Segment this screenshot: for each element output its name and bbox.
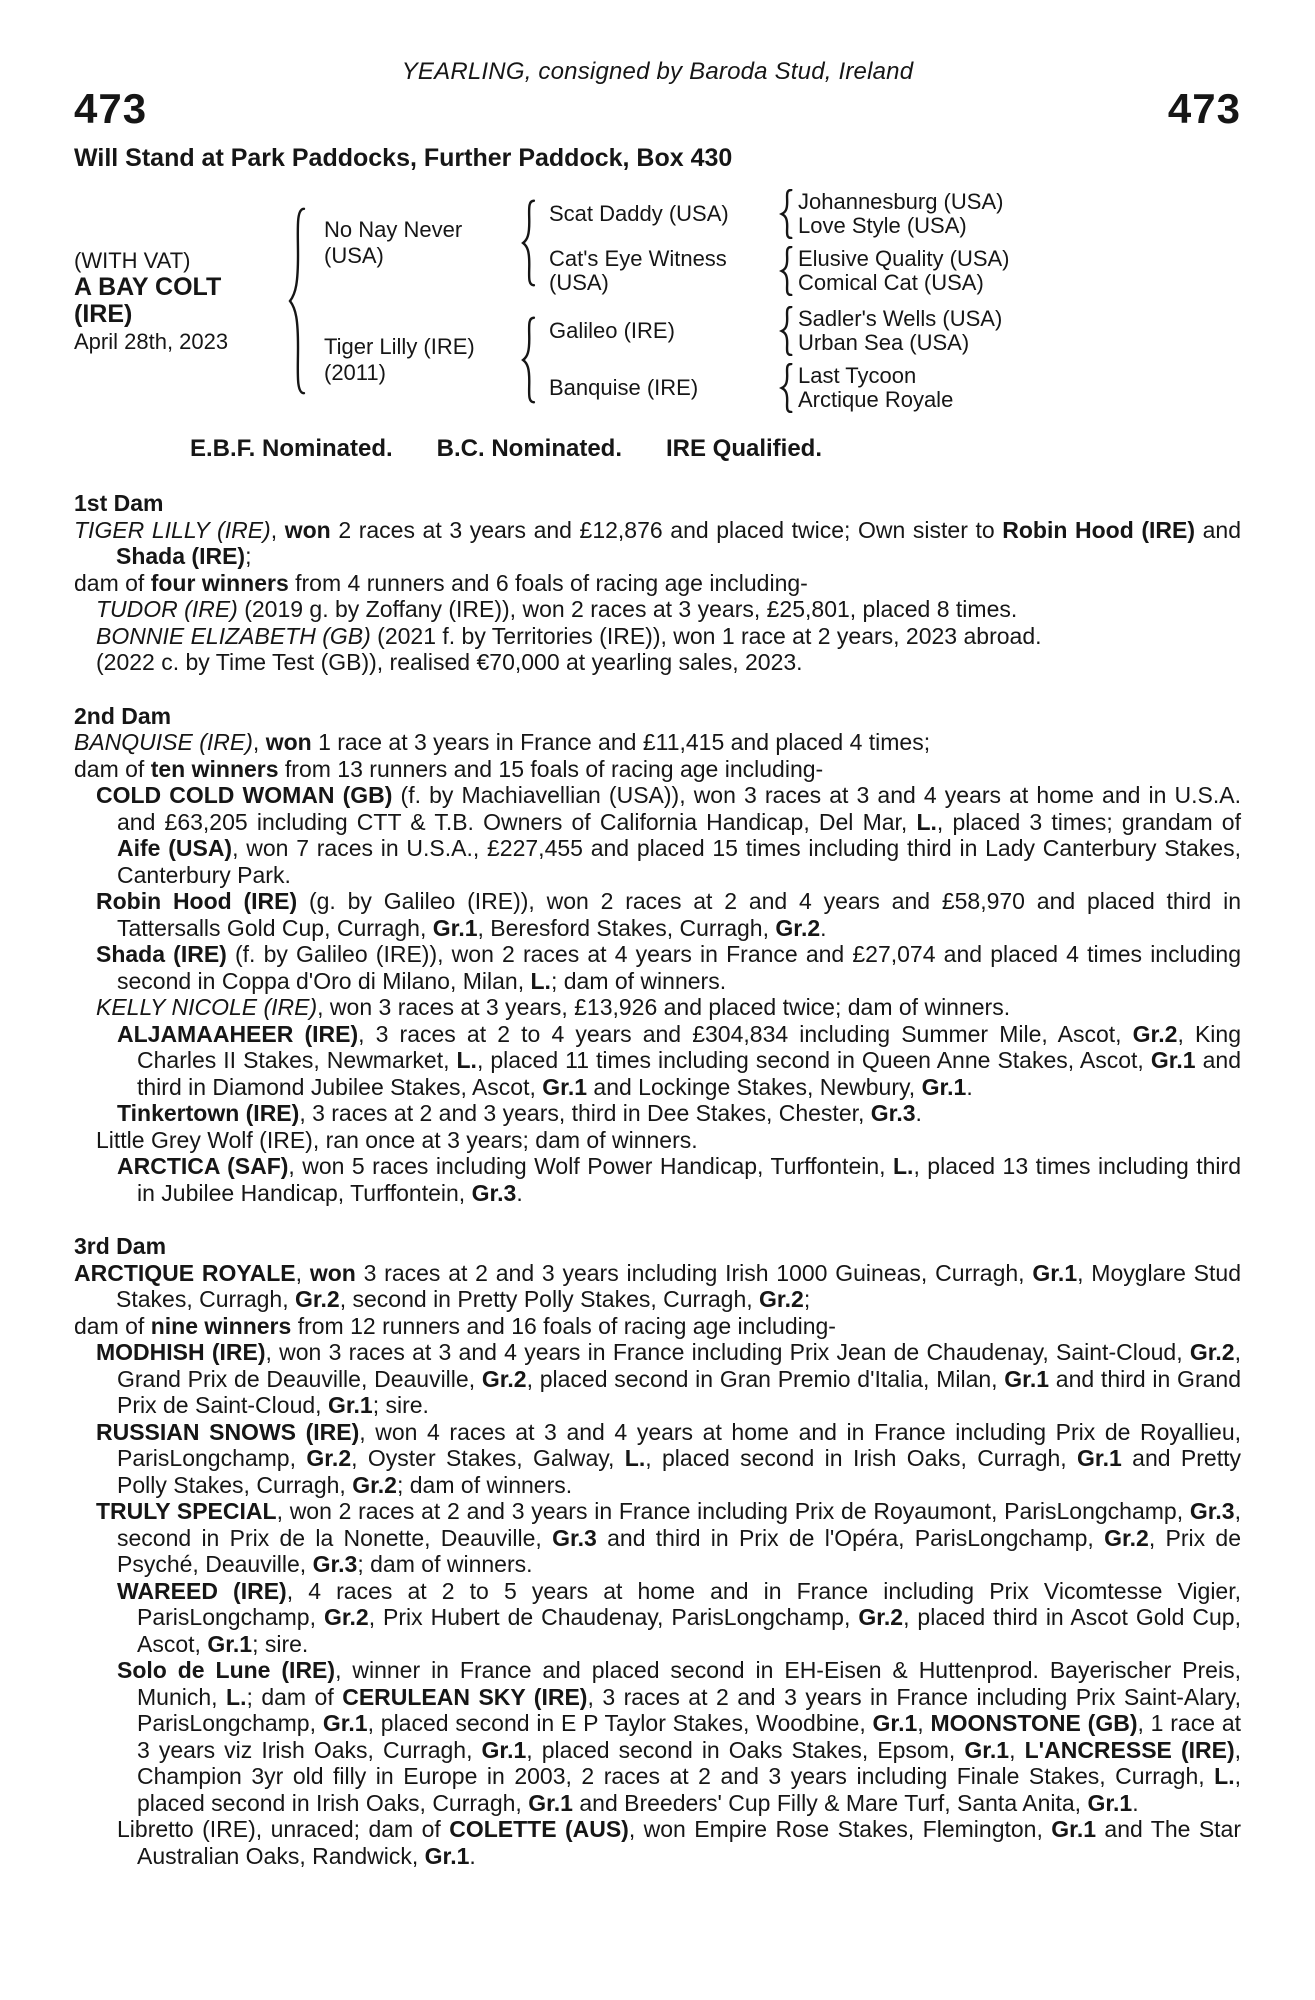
pedigree-text-paragraph: [96, 1498, 1241, 1578]
emphasized-run: Gr.1: [542, 1073, 588, 1100]
text-run: dam of: [74, 755, 151, 782]
emphasized-run: Gr.2: [481, 1365, 527, 1392]
text-run: , second in Pretty Polly Stakes, Curragh,: [339, 1286, 760, 1312]
dam-section: [74, 490, 1241, 676]
text-run: (f. by Galileo (IRE)), won 2 races at 4 years in France and £27,074 and placed 4 times including second in Coppa d'Oro di Milano, Milan,: [117, 941, 1241, 994]
text-run: and third in Grand Prix de Saint-Cloud,: [117, 1365, 1241, 1418]
text-run: , 3 races at 2 and 3 years in France including Prix Saint-Alary, ParisLongchamp,: [137, 1683, 1241, 1736]
emphasized-run: Gr.3: [471, 1179, 517, 1206]
text-run: .: [1132, 1789, 1139, 1816]
emphasized-run: Gr.1: [1150, 1047, 1196, 1073]
emphasized-run: Gr.3: [312, 1551, 358, 1577]
granddam-name: Banquise (IRE): [549, 375, 699, 400]
dam-name: Tiger Lilly (IRE): [324, 333, 475, 359]
pedigree-text-paragraph: [96, 649, 1241, 676]
text-run: ; sire.: [372, 1392, 429, 1418]
text-run: and Lockinge Stakes, Newbury,: [587, 1073, 922, 1100]
emphasized-run: TUDOR (IRE): [96, 596, 238, 622]
great-grandsire-name: Elusive Quality (USA): [798, 246, 1010, 271]
emphasized-run: Gr.2: [294, 1286, 340, 1312]
grandsire-name: Galileo (IRE): [549, 318, 675, 343]
emphasized-run: L.: [624, 1445, 646, 1471]
emphasized-run: ALJAMAAHEER (IRE): [117, 1020, 359, 1047]
lot-number-left: 473: [74, 85, 148, 132]
text-run: and Pretty Polly Stakes, Curragh,: [117, 1445, 1241, 1498]
pedigree-text-paragraph: [117, 1100, 1241, 1127]
emphasized-run: Robin Hood (IRE): [96, 888, 298, 914]
emphasized-run: CERULEAN SKY (IRE): [342, 1683, 588, 1710]
text-run: (f. by Machiavellian (USA)), won 3 races at 3 and 4 years at home and in U.S.A. and £63,205 including CTT & T.B. Owners of California Handicap, Del Mar,: [117, 782, 1241, 835]
text-run: ,: [917, 1710, 931, 1736]
text-run: , won 7 races in U.S.A., £227,455 and placed 15 times including third in Lady Canterbury Stakes, Canterbury Park.: [117, 835, 1241, 888]
emphasized-run: Gr.2: [775, 914, 821, 941]
pedigree-brace-icon: [779, 363, 794, 413]
pedigree-brace-icon: [520, 316, 537, 404]
text-run: , won 3 races at 3 years, £13,926 and placed twice; dam of winners.: [317, 994, 1011, 1020]
pedigree-generations: [312, 189, 1010, 413]
text-run: .: [820, 914, 827, 941]
emphasized-run: BONNIE ELIZABETH (GB): [96, 622, 371, 649]
emphasized-run: MODHISH (IRE): [96, 1339, 266, 1365]
emphasized-run: Gr.1: [327, 1392, 373, 1418]
sire-dam-branch: [539, 246, 1010, 296]
emphasized-run: won: [309, 1259, 356, 1286]
text-run: ; sire.: [252, 1630, 309, 1657]
emphasized-run: Gr.1: [1004, 1365, 1050, 1392]
emphasized-run: Gr.3: [1189, 1498, 1235, 1524]
emphasized-run: Gr.2: [1104, 1524, 1149, 1551]
pedigree-text-paragraph: [117, 1021, 1241, 1101]
dam-dam-branch: [539, 363, 1002, 413]
text-run: , placed second in E P Taylor Stakes, Woodbine,: [367, 1710, 873, 1736]
sire-sire-branch: [539, 189, 1010, 239]
emphasized-run: Tinkertown (IRE): [117, 1100, 300, 1126]
text-run: (2022 c. by Time Test (GB)), realised €70,000 at yearling sales, 2023.: [96, 649, 803, 675]
text-run: , placed second in Oaks Stakes, Epsom,: [526, 1736, 965, 1763]
text-run: and third in Diamond Jubilee Stakes, Ascot,: [137, 1047, 1241, 1100]
emphasized-run: Gr.1: [1087, 1789, 1133, 1816]
emphasized-run: COLETTE (AUS): [449, 1816, 629, 1842]
text-run: , won 5 races including Wolf Power Handicap, Turffontein,: [288, 1153, 893, 1179]
text-run: ,: [270, 516, 285, 543]
text-run: and Breeders' Cup Filly & Mare Turf, Santa Anita,: [572, 1789, 1088, 1816]
emphasized-run: Robin Hood (IRE): [1002, 516, 1196, 543]
text-run: , Prix Hubert de Chaudenay, ParisLongchamp,: [368, 1604, 859, 1630]
great-granddam-name: Arctique Royale: [798, 387, 954, 412]
bc-nominated-label: B.C. Nominated.: [436, 435, 622, 462]
emphasized-run: Gr.3: [552, 1524, 597, 1551]
text-run: , 1 race at 3 years viz Irish Oaks, Curragh,: [137, 1710, 1242, 1763]
emphasized-run: Gr.1: [1051, 1816, 1097, 1842]
text-run: ; dam of winners.: [550, 967, 727, 994]
emphasized-run: Gr.1: [322, 1710, 368, 1736]
emphasized-run: Gr.2: [858, 1604, 904, 1630]
emphasized-run: Gr.1: [872, 1710, 918, 1736]
subject-name: A BAY COLT (IRE): [74, 273, 222, 328]
vat-note: (WITH VAT): [74, 248, 191, 273]
emphasized-run: WAREED (IRE): [117, 1577, 287, 1604]
emphasized-run: TRULY SPECIAL: [96, 1498, 277, 1524]
great-grandsire-name: Johannesburg (USA): [798, 189, 1004, 214]
pedigree-brace-icon: [520, 199, 537, 287]
text-run: and: [1195, 516, 1241, 543]
text-run: , 3 races at 2 and 3 years, third in Dee Stakes, Chester,: [299, 1100, 871, 1126]
ebf-nominated-label: E.B.F. Nominated.: [190, 435, 393, 462]
emphasized-run: L.: [1214, 1763, 1235, 1789]
emphasized-run: ARCTIQUE ROYALE: [74, 1259, 296, 1286]
emphasized-run: Gr.2: [323, 1604, 369, 1630]
ire-qualified-label: IRE Qualified.: [665, 435, 822, 462]
emphasized-run: won: [265, 729, 312, 755]
text-run: , placed 11 times including second in Queen Anne Stakes, Ascot,: [476, 1047, 1151, 1073]
great-grandsire-name: Sadler's Wells (USA): [798, 306, 1003, 331]
emphasized-run: Gr.1: [432, 914, 478, 941]
pedigree-text-paragraph: [96, 888, 1241, 941]
text-run: from 12 runners and 16 foals of racing age including-: [291, 1312, 836, 1339]
emphasized-run: Gr.2: [759, 1286, 804, 1312]
emphasized-run: ten winners: [150, 755, 279, 782]
text-run: , won 4 races at 3 and 4 years at home and in France including Prix de Royallieu, ParisLongchamp,: [117, 1418, 1241, 1471]
dam-branch: [312, 306, 1010, 413]
emphasized-run: Gr.1: [964, 1736, 1010, 1763]
text-run: dam of: [74, 569, 151, 596]
text-run: , Moyglare Stud Stakes, Curragh,: [116, 1259, 1241, 1312]
emphasized-run: Shada (IRE): [116, 543, 246, 569]
emphasized-run: COLD COLD WOMAN (GB): [96, 782, 393, 808]
emphasized-run: Gr.1: [207, 1630, 253, 1657]
text-run: , winner in France and placed second in EH-Eisen & Huttenprod. Bayerischer Preis, Munich,: [137, 1657, 1241, 1710]
text-run: from 4 runners and 6 foals of racing age including-: [288, 569, 808, 596]
pedigree-text-paragraph: [117, 1657, 1241, 1816]
text-run: , placed 3 times; grandam of: [936, 808, 1241, 835]
pedigree-text-paragraph: [96, 782, 1241, 888]
dam-sections: [74, 490, 1241, 1869]
sire-branch: [312, 189, 1010, 296]
text-run: , Prix de Psyché, Deauville,: [117, 1524, 1241, 1577]
pedigree-chart: [74, 189, 1315, 413]
emphasized-run: TIGER LILLY (IRE): [74, 516, 271, 543]
text-run: (2021 f. by Territories (IRE)), won 1 race at 2 years, 2023 abroad.: [370, 622, 1042, 649]
emphasized-run: L.: [456, 1047, 477, 1073]
text-run: Libretto (IRE), unraced; dam of: [117, 1816, 450, 1842]
emphasized-run: BANQUISE (IRE): [74, 729, 253, 755]
emphasized-run: L'ANCRESSE (IRE): [1024, 1736, 1235, 1763]
text-run: , Grand Prix de Deauville, Deauville,: [117, 1339, 1241, 1392]
text-run: , placed 13 times including third in Jubilee Handicap, Turffontein,: [137, 1153, 1241, 1206]
emphasized-run: ARCTICA (SAF): [117, 1153, 289, 1179]
emphasized-run: four winners: [150, 569, 289, 596]
text-run: , placed second in Irish Oaks, Curragh,: [645, 1445, 1078, 1471]
dam-year: (2011): [324, 359, 386, 385]
text-run: and The Star Australian Oaks, Randwick,: [137, 1816, 1242, 1869]
pedigree-text-paragraph: [74, 1260, 1241, 1313]
emphasized-run: Gr.1: [1077, 1445, 1122, 1471]
emphasized-run: Gr.1: [528, 1789, 573, 1816]
text-run: .: [966, 1073, 973, 1100]
text-run: , placed third in Ascot Gold Cup, Ascot,: [137, 1604, 1241, 1657]
section-heading: 2nd Dam: [74, 702, 172, 729]
emphasized-run: MOONSTONE (GB): [930, 1710, 1138, 1736]
emphasized-run: Gr.2: [306, 1445, 352, 1471]
emphasized-run: Gr.1: [424, 1842, 470, 1869]
text-run: , Champion 3yr old filly in Europe in 2003, 2 races at 2 and 3 years including Finale Stakes, Curragh,: [137, 1736, 1242, 1789]
emphasized-run: Aife (USA): [117, 835, 233, 861]
text-run: , second in Prix de la Nonette, Deauville,: [117, 1498, 1241, 1551]
text-run: ;: [803, 1286, 811, 1312]
text-run: , 4 races at 2 to 5 years at home and in France including Prix Vicomtesse Vigier, ParisLongchamp,: [137, 1577, 1241, 1630]
emphasized-run: RUSSIAN SNOWS (IRE): [96, 1418, 360, 1445]
text-run: , placed second in Irish Oaks, Curragh,: [137, 1763, 1241, 1816]
pedigree-brace-icon: [779, 189, 794, 239]
text-run: , Beresford Stakes, Curragh,: [477, 914, 776, 941]
text-run: .: [915, 1100, 922, 1126]
subject-block: [74, 247, 286, 355]
foal-date: April 28th, 2023: [74, 329, 229, 354]
text-run: (g. by Galileo (IRE)), won 2 races at 2 and 4 years and £58,970 and placed third in Tattersalls Gold Cup, Curragh,: [117, 888, 1241, 941]
text-run: ,: [295, 1259, 310, 1286]
emphasized-run: Gr.2: [1189, 1339, 1235, 1365]
pedigree-text-paragraph: [96, 596, 1241, 623]
pedigree-text-paragraph: [74, 729, 1241, 756]
pedigree-brace-icon: [779, 306, 794, 356]
lot-number-row: [0, 85, 1315, 132]
granddam-name: Cat's Eye Witness (USA): [549, 246, 727, 295]
section-heading: 3rd Dam: [74, 1233, 167, 1259]
text-run: from 13 runners and 15 foals of racing age including-: [278, 755, 824, 782]
great-granddam-name: Urban Sea (USA): [798, 330, 970, 355]
text-run: ; dam of: [246, 1683, 343, 1710]
emphasized-run: L.: [893, 1153, 914, 1179]
nomination-line: [190, 435, 822, 463]
emphasized-run: L.: [226, 1683, 247, 1710]
pedigree-text-paragraph: [96, 1339, 1241, 1419]
pedigree-text-paragraph: [117, 1816, 1241, 1869]
text-run: (2019 g. by Zoffany (IRE)), won 2 races at 3 years, £25,801, placed 8 times.: [237, 596, 1018, 622]
pedigree-text-paragraph: [96, 1127, 1241, 1154]
consignor-line: YEARLING, consigned by Baroda Stud, Ireland: [401, 58, 914, 85]
text-run: , King Charles II Stakes, Newmarket,: [137, 1020, 1241, 1073]
pedigree-brace-icon: [286, 205, 308, 397]
great-granddam-name: Comical Cat (USA): [798, 270, 984, 295]
pedigree-text-paragraph: [74, 570, 1241, 597]
text-run: , Oyster Stakes, Galway,: [351, 1445, 625, 1471]
emphasized-run: L.: [530, 967, 551, 994]
text-run: ,: [1009, 1736, 1025, 1763]
dam-name-block: [312, 334, 520, 386]
pedigree-text-paragraph: [74, 756, 1241, 783]
text-run: 1 race at 3 years in France and £11,415 and placed 4 times;: [311, 729, 931, 755]
text-run: , won 2 races at 2 and 3 years in France including Prix de Royaumont, ParisLongchamp,: [276, 1498, 1190, 1524]
grandsire-name: Scat Daddy (USA): [549, 201, 729, 226]
emphasized-run: Gr.1: [1032, 1259, 1078, 1286]
section-heading: 1st Dam: [74, 490, 164, 516]
text-run: ;: [245, 543, 252, 569]
great-grandsire-name: Last Tycoon: [798, 363, 917, 388]
dam-section: [74, 703, 1241, 1207]
lot-number-right: 473: [1167, 85, 1241, 132]
pedigree-text-paragraph: [117, 1153, 1241, 1206]
dam-sire-branch: [539, 306, 1002, 356]
text-run: Little Grey Wolf (IRE), ran once at 3 years; dam of winners.: [96, 1126, 698, 1153]
emphasized-run: Gr.2: [352, 1471, 397, 1498]
emphasized-run: Shada (IRE): [96, 941, 227, 967]
dam-section: [74, 1233, 1241, 1869]
pedigree-text-paragraph: [96, 623, 1241, 650]
text-run: , placed second in Gran Premio d'Italia, Milan,: [526, 1365, 1005, 1392]
text-run: ,: [252, 729, 266, 755]
emphasized-run: Gr.1: [921, 1073, 967, 1100]
emphasized-run: nine winners: [150, 1312, 292, 1339]
pedigree-text-paragraph: [96, 994, 1241, 1021]
text-run: ; dam of winners.: [357, 1551, 533, 1577]
text-run: .: [469, 1842, 476, 1869]
emphasized-run: Gr.2: [1132, 1020, 1178, 1047]
text-run: , won Empire Rose Stakes, Flemington,: [628, 1816, 1052, 1842]
emphasized-run: KELLY NICOLE (IRE): [96, 994, 318, 1020]
stand-location-line: Will Stand at Park Paddocks, Further Paddock, Box 430: [74, 144, 733, 172]
emphasized-run: L.: [916, 808, 937, 835]
text-run: ; dam of winners.: [396, 1471, 573, 1498]
pedigree-text-paragraph: [96, 1419, 1241, 1499]
text-run: dam of: [74, 1312, 151, 1339]
pedigree-text-paragraph: [96, 941, 1241, 994]
pedigree-brace-icon: [779, 246, 794, 296]
great-granddam-name: Love Style (USA): [798, 213, 967, 238]
text-run: and third in Prix de l'Opéra, ParisLongchamp,: [596, 1524, 1105, 1551]
emphasized-run: won: [284, 516, 331, 543]
sire-name: No Nay Never (USA): [324, 216, 463, 268]
pedigree-text-paragraph: [117, 1578, 1241, 1658]
text-run: , won 3 races at 3 and 4 years in France including Prix Jean de Chaudenay, Saint-Cloud,: [265, 1339, 1190, 1365]
emphasized-run: Solo de Lune (IRE): [117, 1657, 336, 1683]
emphasized-run: Gr.1: [481, 1736, 527, 1763]
pedigree-text-paragraph: [74, 1313, 1241, 1340]
text-run: .: [516, 1179, 523, 1206]
text-run: 2 races at 3 years and £12,876 and placed twice; Own sister to: [330, 516, 1003, 543]
text-run: , 3 races at 2 to 4 years and £304,834 including Summer Mile, Ascot,: [358, 1020, 1133, 1047]
text-run: 3 races at 2 and 3 years including Irish 1000 Guineas, Curragh,: [355, 1259, 1033, 1286]
emphasized-run: Gr.3: [870, 1100, 916, 1126]
pedigree-text-paragraph: [74, 517, 1241, 570]
